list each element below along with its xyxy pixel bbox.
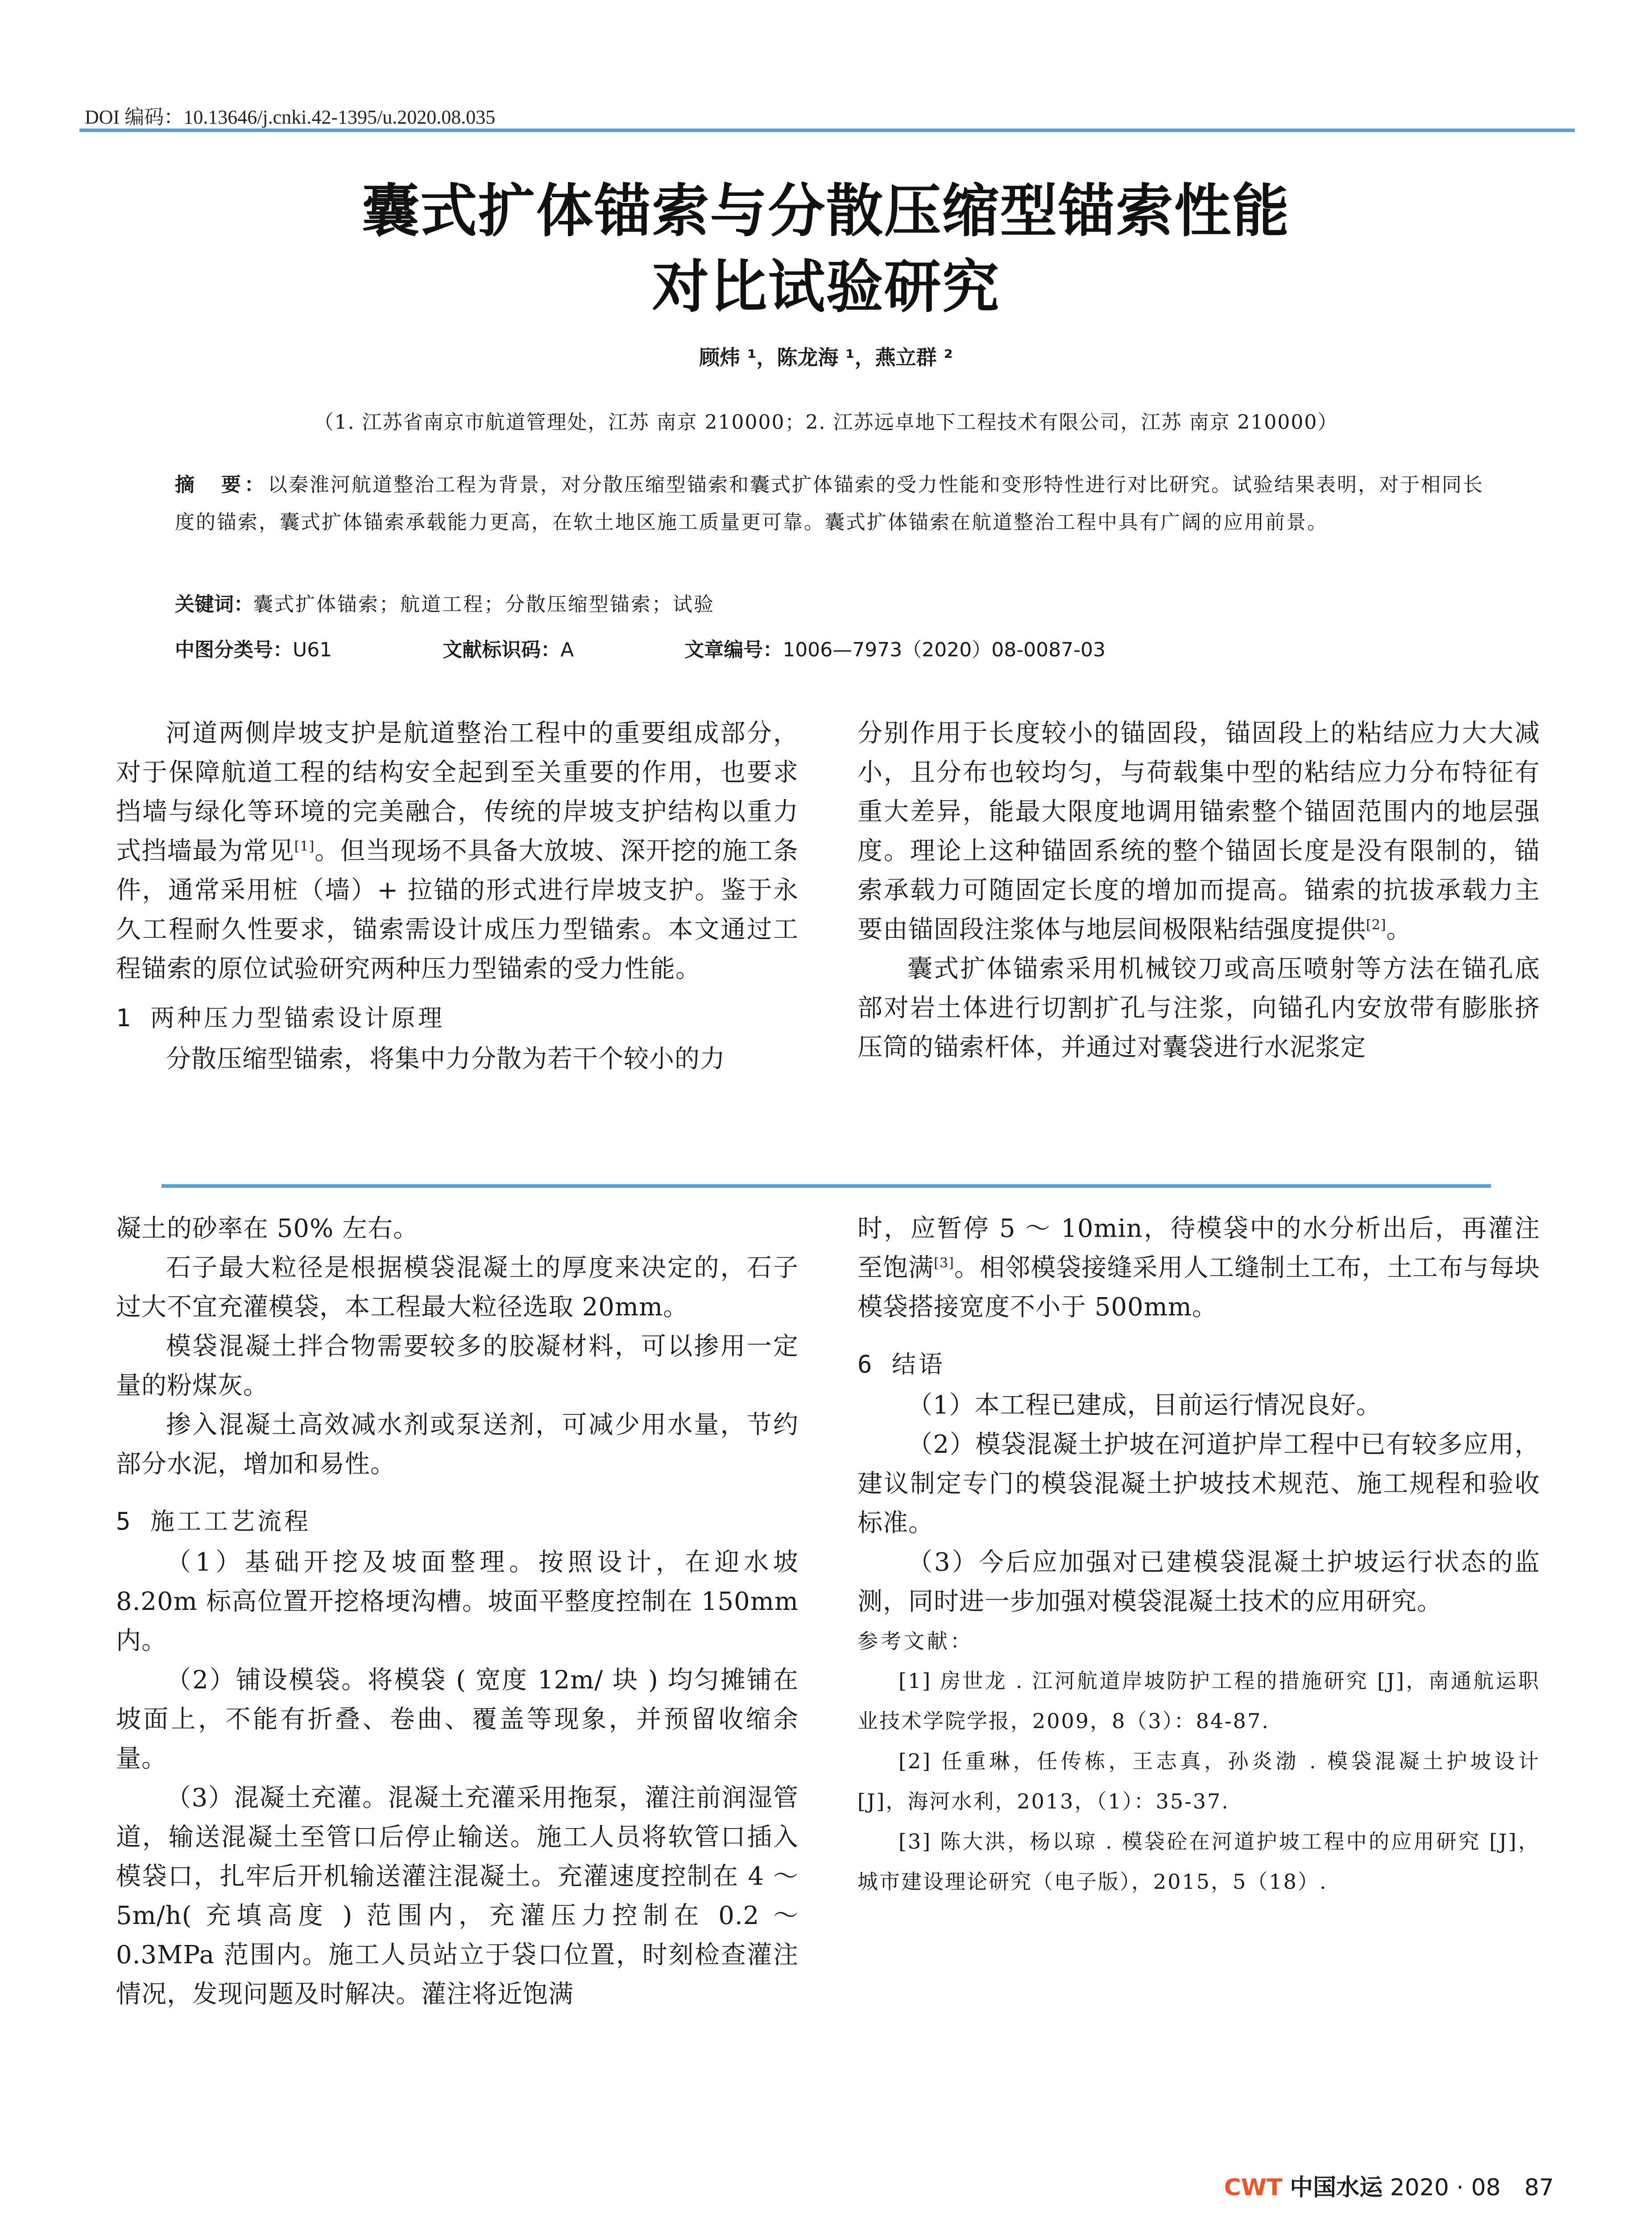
journal-logo: CWT	[1224, 2174, 1283, 2201]
reference-item: [1] 房世龙 . 江河航道岸坡防护工程的措施研究 [J]，南通航运职业技术学院学报，2009，8（3）：84-87.	[857, 1669, 1540, 1733]
paragraph: （2）模袋混凝土护坡在河道护岸工程中已有较多应用，建议制定专门的模袋混凝土护坡技术规范、施工规程和验收标准。	[857, 1430, 1540, 1538]
section-heading: 6 结语	[857, 1350, 946, 1378]
issue-number: 2020 · 08	[1390, 2174, 1501, 2201]
paragraph	[116, 714, 799, 989]
keywords-label: 关键词：	[175, 593, 253, 616]
doi-line: DOI 编码：10.13646/j.cnki.42-1395/u.2020.08.035	[85, 106, 496, 128]
paragraph: （1）基础开挖及坡面整理。按照设计，在迎水坡 8.20m 标高位置开挖格埂沟槽。坡面平整度控制在 150mm 内。	[116, 1548, 799, 1655]
column-lower-left	[116, 1209, 799, 2014]
clc-label: 中图分类号：	[175, 639, 293, 661]
paragraph: （3）今后应加强对已建模袋混凝土护坡运行状态的监测，同时进一步加强对模袋混凝土技术的应用研究。	[857, 1548, 1540, 1616]
section-heading: 1 两种压力型锚索设计原理	[116, 1004, 445, 1032]
paragraph: 模袋混凝土拌合物需要较多的胶凝材料，可以掺用一定量的粉煤灰。	[116, 1332, 799, 1400]
text-run: 河道两侧岸坡支护是航道整治工程中的重要组成部分，对于保障航道工程的结构安全起到至关重要的作用，也要求挡墙与绿化等环境的完美融合，传统的岸坡支护结构以重力式挡墙最为常见	[116, 719, 799, 866]
keywords-text: 囊式扩体锚索；航道工程；分散压缩型锚索；试验	[253, 593, 715, 616]
text-run: 分别作用于长度较小的锚固段，锚固段上的粘结应力大大减小，且分布也较均匀，与荷载集中型的粘结应力分布特征有重大差异，能最大限度地调用锚索整个锚固范围内的地层强度。理论上这种锚固系统的整个锚固长度是没有限制的，锚索承载力可随固定长度的增加而提高。锚索的抗拔承载力主要由锚固段注浆体与地层间极限粘结强度提供	[857, 719, 1540, 944]
text-run: 。相邻模袋接缝采用人工缝制土工布，土工布与每块模袋搭接宽度不小于 500mm。	[857, 1253, 1540, 1322]
doc-code-label: 文献标识码：	[443, 639, 561, 661]
column-upper-left	[116, 714, 799, 1079]
keywords	[175, 588, 1491, 617]
references-heading: 参考文献：	[857, 1629, 973, 1653]
paragraph	[857, 1209, 1540, 1327]
article-number-value: 1006—7973（2020）08-0087-03	[783, 639, 1105, 661]
classification-line	[175, 634, 1105, 662]
reference-item: [3] 陈大洪，杨以琼 . 模袋砼在河道护坡工程中的应用研究 [J]，城市建设理论研究（电子版），2015，5（18）.	[857, 1829, 1540, 1894]
page-number: 87	[1524, 2174, 1554, 2201]
page-footer	[1224, 2169, 1554, 2202]
authors: 顾炜 ¹，陈龙海 ¹，燕立群 ²	[699, 345, 953, 369]
journal-name: 中国水运	[1290, 2174, 1383, 2201]
paragraph: （3）混凝土充灌。混凝土充灌采用拖泵，灌注前润湿管道，输送混凝土至管口后停止输送。施工人员将软管口插入模袋口，扎牢后开机输送灌注混凝土。充灌速度控制在 4 ～ 5m/h( 充填高度 ) 范围内，充灌压力控制在 0.2 ～ 0.3MPa 范围内。施工人员站立于袋口位置，时刻检查灌注情况，发现问题及时解决。灌注将近饱满	[116, 1783, 799, 2009]
paragraph: 石子最大粒径是根据模袋混凝土的厚度来决定的，石子过大不宜充灌模袋，本工程最大粒径选取 20mm。	[116, 1253, 799, 1322]
section-divider-rule	[161, 1184, 1491, 1188]
abstract	[175, 466, 1491, 541]
reference-item: [2] 任重琳，任传栋，王志真，孙炎渤 . 模袋混凝土护坡设计 [J]，海河水利，2013，（1）：35-37.	[857, 1749, 1540, 1813]
clc-value: U61	[293, 639, 332, 661]
paragraph: （1）本工程已建成，目前运行情况良好。	[907, 1391, 1382, 1420]
citation: [2]	[1366, 917, 1387, 933]
doc-code-value: A	[560, 639, 574, 661]
column-lower-right	[857, 1209, 1540, 1902]
paragraph: 掺入混凝土高效减水剂或泵送剂，可减少用水量，节约部分水泥，增加和易性。	[116, 1410, 799, 1479]
article-number-label: 文章编号：	[684, 639, 783, 661]
paper-title-line2: 对比试验研究	[652, 254, 1000, 320]
text-run: 。	[1386, 915, 1412, 944]
text-run: 。但当现场不具备大放坡、深开挖的施工条件，通常采用桩（墙）+ 拉锚的形式进行岸坡支护。鉴于永久工程耐久性要求，锚索需设计成压力型锚索。本文通过工程锚索的原位试验研究两种压力型锚索的受力性能。	[116, 837, 799, 983]
abstract-text: 以秦淮河航道整治工程为背景，对分散压缩型锚索和囊式扩体锚索的受力性能和变形特性进行对比研究。试验结果表明，对于相同长度的锚索，囊式扩体锚索承载能力更高，在软土地区施工质量更可靠。囊式扩体锚索在航道整治工程中具有广阔的应用前景。	[175, 473, 1484, 534]
column-upper-right	[857, 714, 1540, 1067]
text-run: 时，应暂停 5 ～ 10min，待模袋中的水分析出后，再灌注至饱满	[857, 1214, 1540, 1282]
affiliation: （1. 江苏省南京市航道管理处，江苏 南京 210000；2. 江苏远卓地下工程技术有限公司，江苏 南京 210000）	[314, 411, 1338, 434]
paper-title-line1: 囊式扩体锚索与分散压缩型锚索性能	[362, 178, 1290, 245]
abstract-label: 摘 要：	[175, 473, 268, 496]
citation: [1]	[294, 838, 315, 854]
paragraph: 囊式扩体锚索采用机械铰刀或高压喷射等方法在锚孔底部对岩土体进行切割扩孔与注浆，向锚孔内安放带有膨胀挤压筒的锚索杆体，并通过对囊袋进行水泥浆定	[857, 954, 1540, 1062]
section-heading: 5 施工工艺流程	[116, 1507, 311, 1535]
paragraph: 凝土的砂率在 50% 左右。	[116, 1214, 419, 1243]
paragraph: （2）铺设模袋。将模袋 ( 宽度 12m/ 块 ) 均匀摊铺在坡面上，不能有折叠、卷曲、覆盖等现象，并预留收缩余量。	[116, 1666, 799, 1773]
paragraph	[857, 714, 1540, 950]
header-rule	[79, 129, 1575, 132]
paragraph: 分散压缩型锚索，将集中力分散为若干个较小的力	[166, 1045, 725, 1074]
citation: [3]	[934, 1255, 954, 1271]
